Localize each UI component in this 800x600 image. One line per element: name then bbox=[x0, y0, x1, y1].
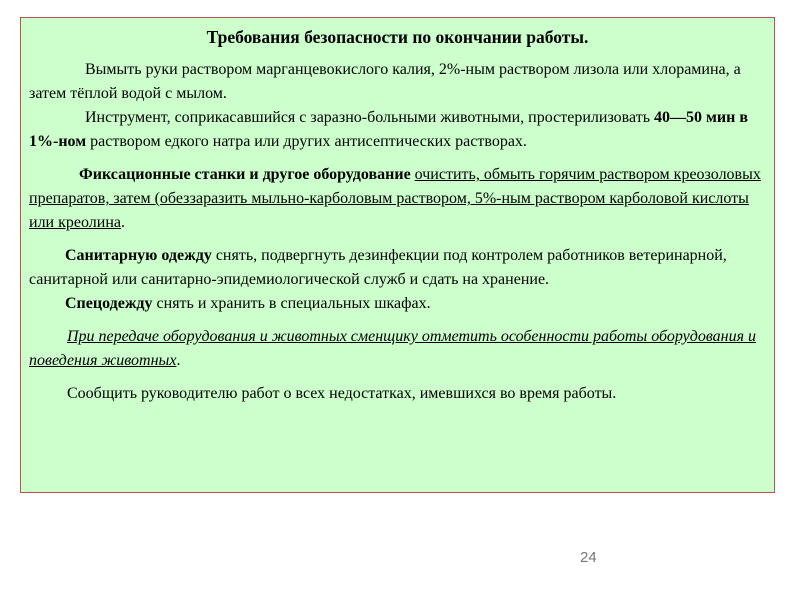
paragraph-report bbox=[29, 382, 766, 406]
instrument-time-concentration: 40—50 мин в 1%-ном bbox=[29, 109, 748, 150]
handover-text: При передаче оборудования и животных сменщику отметить особенности работы оборудования и поведения животных bbox=[29, 328, 757, 369]
fixation-instructions: очистить, обмыть горячим раствором креозоловых препаратов, затем (обеззаразить мыльно-карболовым раствором, 5%-ным раствором карболовой кислоты или креолина bbox=[29, 166, 761, 231]
paragraph-instrument bbox=[29, 106, 766, 154]
special-clothing-subject: Спецодежду bbox=[65, 295, 153, 312]
paragraph-fixation bbox=[29, 163, 766, 235]
slide-title: Требования безопасности по окончании работы. bbox=[206, 27, 589, 47]
special-clothing-text: снять и хранить в специальных шкафах. bbox=[152, 295, 431, 312]
sanitary-clothing-subject: Санитарную одежду bbox=[65, 247, 212, 264]
page-number: 24 bbox=[580, 549, 597, 566]
instrument-text-start: Инструмент, соприкасавшийся с заразно-больными животными, простерилизовать bbox=[85, 109, 654, 126]
report-text: Сообщить руководителю работ о всех недостатках, имевшихся во время работы. bbox=[67, 385, 617, 402]
fixation-subject: Фиксационные станки и другое оборудование bbox=[79, 166, 411, 183]
instrument-text-end: раствором едкого натра или других антисептических растворах. bbox=[86, 133, 527, 150]
fixation-period: . bbox=[120, 214, 125, 231]
paragraph-handover bbox=[29, 325, 766, 373]
paragraph-hands bbox=[29, 58, 766, 106]
hands-text: Вымыть руки раствором марганцевокислого калия, 2%-ным раствором лизола или хлорамина, а затем тёплой водой с мылом. bbox=[29, 61, 741, 102]
paragraph-special-clothing bbox=[29, 292, 766, 316]
content-box bbox=[20, 17, 775, 493]
sanitary-clothing-text: снять, подвергнуть дезинфекции под контролем работников ветеринарной, санитарной или санитарно-эпидемиологической служб и сдать на хранение. bbox=[29, 247, 727, 288]
paragraph-sanitary-clothing bbox=[29, 244, 766, 292]
handover-period: . bbox=[176, 352, 181, 369]
